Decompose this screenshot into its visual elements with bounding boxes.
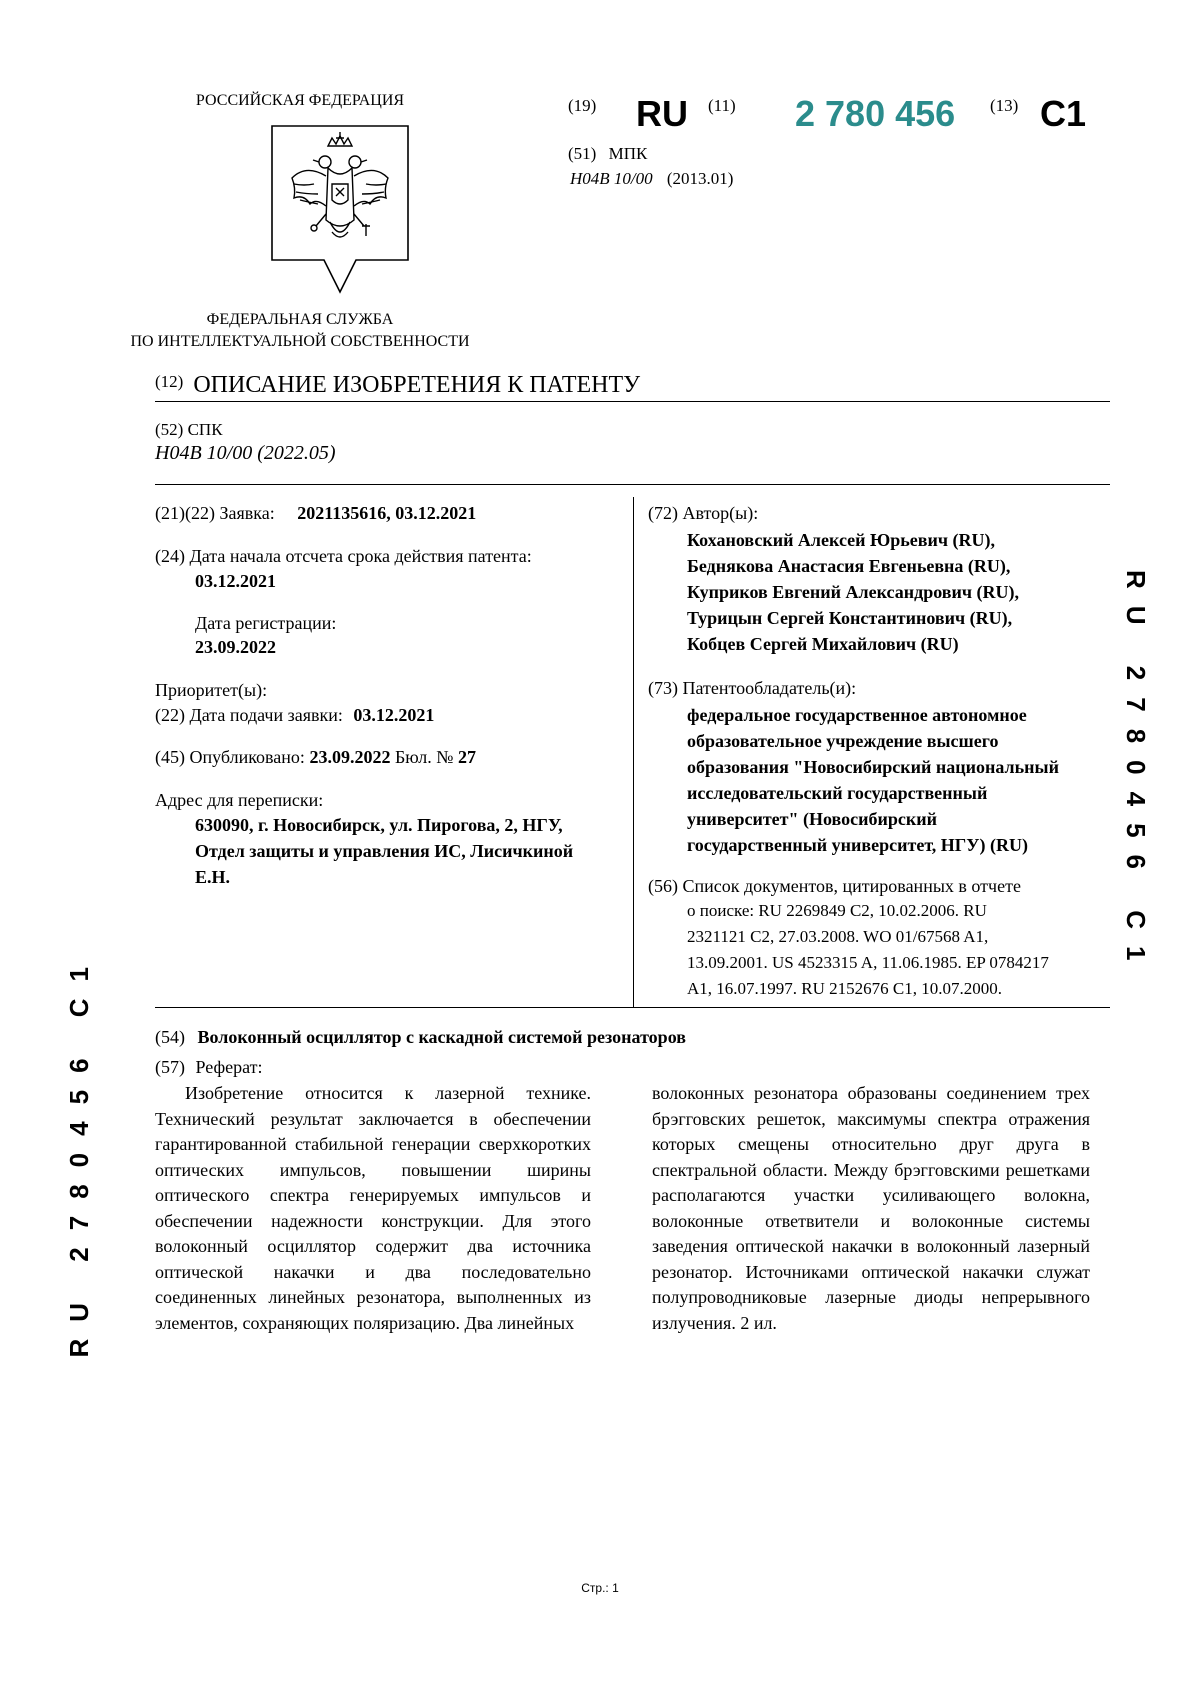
code-11: (11) [708,96,736,115]
filing-date-value: 03.12.2021 [353,705,435,725]
filing-date-label: (22) Дата подачи заявки: [155,705,343,725]
patent-number: 2 780 456 [795,93,956,134]
priority-label: Приоритет(ы): [155,680,268,700]
abstract-column-2 [652,1081,1090,1336]
agency-name-line1: ФЕДЕРАЛЬНАЯ СЛУЖБА [206,311,394,328]
agency-name-line2: ПО ИНТЕЛЛЕКТУАЛЬНОЙ СОБСТВЕННОСТИ [130,333,470,350]
authors-label: (72) Автор(ы): [648,503,759,523]
address-block [195,812,615,890]
holder-block [687,702,1107,858]
address-line: Отдел защиты и управления ИС, Лисичкиной [195,841,574,861]
bulletin-label: Бюл. № [394,747,454,767]
abstract-column-1 [155,1081,591,1336]
cpc-label: (52) СПК [155,420,223,439]
published-value: 23.09.2022 [309,747,391,767]
abstract-label: Реферат: [195,1057,263,1077]
invention-title: Волоконный осциллятор с каскадной системой резонаторов [197,1027,686,1047]
invention-code: (54) [155,1027,185,1047]
divider [155,1007,1110,1008]
author-name: Беднякова Анастасия Евгеньевна (RU), [687,556,1011,576]
citations-block [687,898,1107,1002]
citation-line: A1, 16.07.1997. RU 2152676 C1, 10.07.2000. [687,979,1002,998]
title-code: (12) [155,372,184,391]
citations-label: (56) Список документов, цитированных в отчете [648,876,1021,896]
side-patent-label-right: RU 2780456 C1 [1121,570,1151,978]
country-code: RU [636,93,688,134]
author-name: Кобцев Сергей Михайлович (RU) [687,634,959,654]
address-label: Адрес для переписки: [155,790,324,810]
citation-line: о поиске: RU 2269849 C2, 10.02.2006. RU [687,901,987,920]
address-line: Е.Н. [195,867,231,887]
author-name: Куприков Евгений Александрович (RU), [687,582,1020,602]
holder-line: исследовательский государственный [687,783,988,803]
ipc-class: H04B 10/00 [570,169,653,188]
holder-line: образования "Новосибирский национальный [687,757,1059,777]
application-value: 2021135616, 03.12.2021 [297,503,477,523]
divider [155,484,1110,485]
bulletin-value: 27 [457,747,476,767]
term-start-value: 03.12.2021 [195,571,276,591]
application-label: (21)(22) Заявка: [155,503,275,523]
citation-line: 13.09.2001. US 4523315 A, 11.06.1985. EP 0784217 [687,953,1049,972]
code-13: (13) [990,96,1019,115]
term-start-label: (24) Дата начала отсчета срока действия патента: [155,546,532,566]
divider [155,401,1110,402]
abstract-code: (57) [155,1057,185,1077]
country-name: РОССИЙСКАЯ ФЕДЕРАЦИЯ [195,92,405,109]
holder-line: государственный университет, НГУ) (RU) [687,835,1028,855]
page-number: Стр.: 1 [581,1581,619,1595]
abstract-text: волоконных резонатора образованы соединением трех брэгговских решеток, максимумы спектра отражения которых смещены относительно друг друга в спектральной области. Между брэгговскими решетками располагаются участки усиливающего волокна, волоконные ответвители и волоконные системы заведения оптической накачки в волоконный лазерный резонатор. Источниками оптической накачки служат полупроводниковые лазерные диоды непрерывного излучения. 2 ил. [652,1083,1090,1333]
author-name: Турицын Сергей Константинович (RU), [687,608,1013,628]
holder-label: (73) Патентообладатель(и): [648,678,857,698]
authors-list [687,527,1107,657]
column-divider [633,497,634,1007]
code-51: (51) [568,144,597,163]
registration-label: Дата регистрации: [195,613,337,633]
ipc-date: (2013.01) [666,169,734,188]
citation-line: 2321121 C2, 27.03.2008. WO 01/67568 A1, [687,927,989,946]
holder-line: образовательное учреждение высшего [687,731,999,751]
code-19: (19) [568,96,597,115]
holder-line: университет" (Новосибирский [687,809,937,829]
abstract-text: Изобретение относится к лазерной технике. Технический результат заключается в обеспечении гарантированной стабильной генерации сверхкоротких оптических импульсов, повышении ширины оптического спектра генерируемых импульсов и обеспечении надежности конструкции. Для этого волоконный осциллятор содержит два источника оптической накачки и два последовательно соединенных линейных резонатора, выполненных из элементов, сохраняющих поляризацию. Два линейных [155,1083,591,1333]
side-patent-label-left: RU 2780456 C1 [64,950,94,1358]
kind-code: C1 [1040,93,1087,134]
registration-value: 23.09.2022 [195,637,276,657]
cpc-value: H04B 10/00 (2022.05) [155,442,336,464]
published-label: (45) Опубликовано: [155,747,305,767]
document-title: ОПИСАНИЕ ИЗОБРЕТЕНИЯ К ПАТЕНТУ [193,372,641,398]
author-name: Кохановский Алексей Юрьевич (RU), [687,530,996,550]
ipc-label: МПК [608,144,648,163]
address-line: 630090, г. Новосибирск, ул. Пирогова, 2, НГУ, [195,815,563,835]
holder-line: федеральное государственное автономное [687,705,1027,725]
coat-of-arms-emblem [270,124,410,294]
